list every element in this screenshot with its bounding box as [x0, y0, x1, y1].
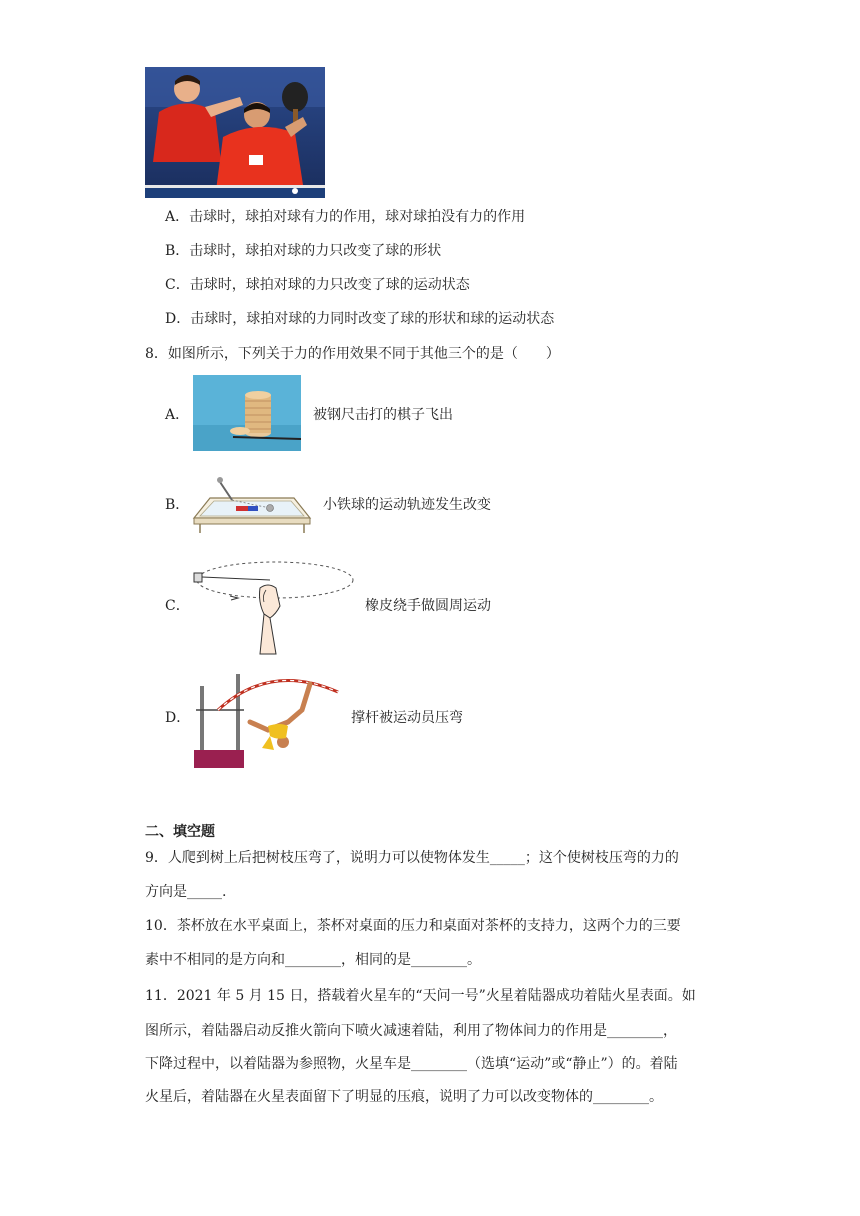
eraser-circular-motion-image: [190, 558, 360, 656]
q7-option-a: A．击球时，球拍对球有力的作用，球对球拍没有力的作用: [165, 209, 526, 225]
q8-option-d-caption: 撑杆被运动员压弯: [351, 710, 463, 726]
q10-line-2: 素中不相同的是方向和________，相同的是________。: [145, 952, 481, 968]
chess-pieces-image: [193, 375, 301, 451]
q10-line-1: 10．茶杯放在水平桌面上，茶杯对桌面的压力和桌面对茶杯的支持力，这两个力的三要: [145, 918, 681, 934]
q8-option-c-letter: C．: [165, 598, 190, 614]
section-title-fill-in: 二、填空题: [145, 824, 215, 840]
q9-line-2: 方向是_____.: [145, 884, 227, 900]
q8-option-b-letter: B．: [165, 497, 190, 513]
iron-ball-table-image: [190, 470, 315, 536]
q11-line-1: 11．2021 年 5 月 15 日，搭载着火星车的“天问一号”火星着陆器成功着陆火星表面。如: [145, 988, 696, 1004]
q8-option-a-letter: A．: [165, 407, 190, 423]
q11-line-3: 下降过程中，以着陆器为参照物，火星车是________（选填“运动”或“静止”）的。着陆: [145, 1056, 678, 1072]
q7-option-c: C．击球时，球拍对球的力只改变了球的运动状态: [165, 277, 470, 293]
q8-option-b-caption: 小铁球的运动轨迹发生改变: [323, 497, 491, 513]
q7-option-b: B．击球时，球拍对球的力只改变了球的形状: [165, 243, 442, 259]
q8-option-c-caption: 橡皮绕手做圆周运动: [365, 598, 491, 614]
q11-line-2: 图所示，着陆器启动反推火箭向下喷火减速着陆，利用了物体间力的作用是________，: [145, 1023, 677, 1039]
q8-stem: 8．如图所示，下列关于力的作用效果不同于其他三个的是（ ）: [145, 346, 560, 362]
q8-option-a-caption: 被钢尺击打的棋子飞出: [313, 407, 453, 423]
pole-vault-image: [190, 670, 345, 768]
q9-line-1: 9．人爬到树上后把树枝压弯了，说明力可以使物体发生_____；这个使树枝压弯的力的: [145, 850, 679, 866]
q7-option-d: D．击球时，球拍对球的力同时改变了球的形状和球的运动状态: [165, 311, 555, 327]
table-tennis-photo: [145, 67, 325, 198]
q8-option-d-letter: D．: [165, 710, 191, 726]
q11-line-4: 火星后，着陆器在火星表面留下了明显的压痕，说明了力可以改变物体的________。: [145, 1089, 663, 1105]
